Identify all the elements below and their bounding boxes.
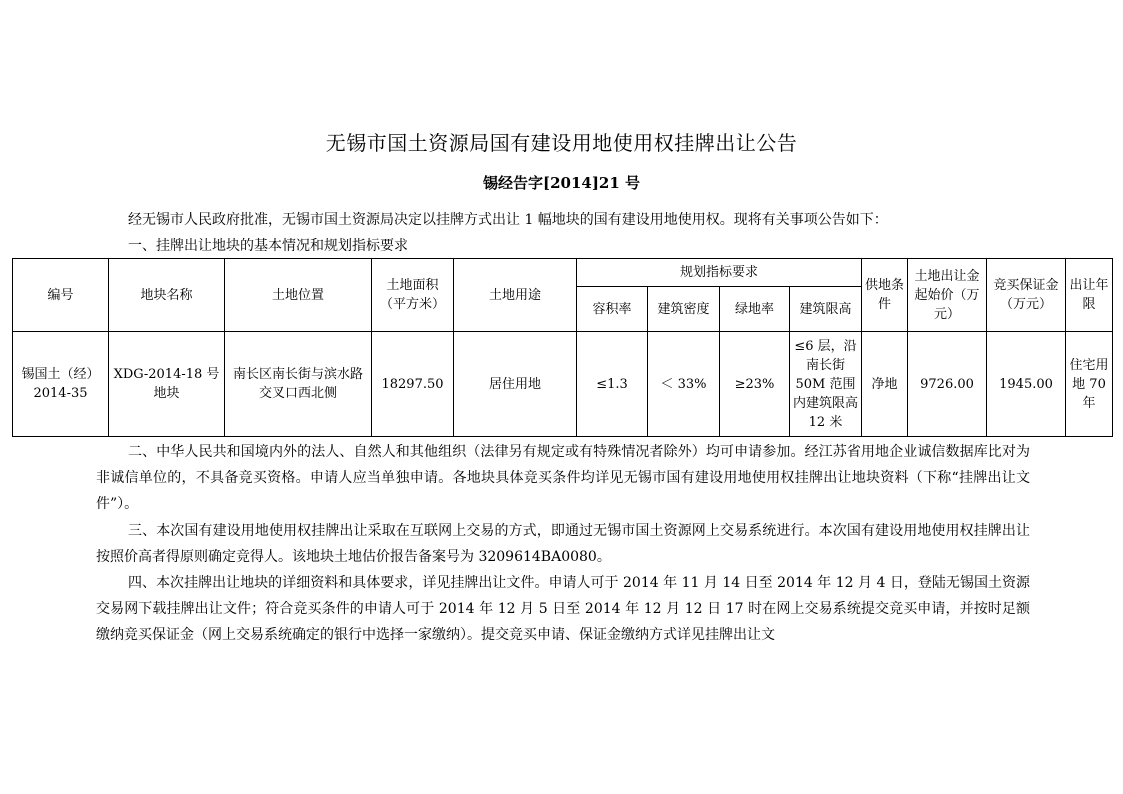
- section2-paragraph: 二、中华人民共和国境内外的法人、自然人和其他组织（法律另有规定或有特殊情况者除外）均可申请参加。经江苏省用地企业诚信数据库比对为非诚信单位的，不具备竞买资格。申请人应当单独申请。各地块具体竞买条件均详见无锡市国有建设用地使用权挂牌出让地块资料（下称“挂牌出让文件”）。: [96, 444, 1030, 512]
- cell-density: ＜ 33%: [648, 332, 720, 437]
- header-density: 建筑密度: [648, 287, 720, 332]
- cell-green: ≥23%: [720, 332, 790, 437]
- header-far: 容积率: [577, 287, 648, 332]
- header-planning: 规划指标要求: [577, 259, 862, 287]
- cell-deposit: 1945.00: [987, 332, 1066, 437]
- cell-location: 南长区南长街与滨水路交叉口西北侧: [225, 332, 372, 437]
- document-number: 锡经告字[2014]21 号: [482, 174, 641, 192]
- cell-height: ≤6 层，沿南长街 50M 范围内建筑限高 12 米: [790, 332, 862, 437]
- table-row: [13, 332, 1113, 437]
- header-term: 出让年限: [1066, 259, 1113, 332]
- cell-start-price: 9726.00: [908, 332, 987, 437]
- cell-area: 18297.50: [372, 332, 454, 437]
- page-title: 无锡市国土资源局国有建设用地使用权挂牌出让公告: [325, 131, 798, 155]
- header-green: 绿地率: [720, 287, 790, 332]
- cell-parcel-name: XDG-2014-18 号地块: [109, 332, 225, 437]
- header-parcel-name: 地块名称: [109, 259, 225, 332]
- header-location: 土地位置: [225, 259, 372, 332]
- section1-heading: 一、挂牌出让地块的基本情况和规划指标要求: [128, 238, 408, 254]
- cell-term: 住宅用地 70 年: [1066, 332, 1113, 437]
- header-deposit: 竞买保证金（万元）: [987, 259, 1066, 332]
- parcel-table: [12, 258, 1113, 437]
- cell-number: 锡国土（经）2014-35: [13, 332, 109, 437]
- header-number: 编号: [13, 259, 109, 332]
- header-usage: 土地用途: [454, 259, 577, 332]
- cell-far: ≤1.3: [577, 332, 648, 437]
- cell-supply: 净地: [862, 332, 908, 437]
- header-start-price: 土地出让金起始价（万元）: [908, 259, 987, 332]
- header-area: 土地面积（平方米）: [372, 259, 454, 332]
- cell-usage: 居住用地: [454, 332, 577, 437]
- section3-paragraph: 三、本次国有建设用地使用权挂牌出让采取在互联网上交易的方式，即通过无锡市国土资源网上交易系统进行。本次国有建设用地使用权挂牌出让按照价高者得原则确定竞得人。该地块土地估价报告备案号为 3209614BA0080。: [96, 523, 1030, 565]
- header-height: 建筑限高: [790, 287, 862, 332]
- section4-paragraph: 四、本次挂牌出让地块的详细资料和具体要求，详见挂牌出让文件。申请人可于 2014 年 11 月 14 日至 2014 年 12 月 4 日，登陆无锡国土资源交易网下载挂牌出让文件；符合竞买条件的申请人可于 2014 年 12 月 5 日至 2014 年 12 月 12 日 17 时在网上交易系统提交竞买申请，并按时足额缴纳竞买保证金（网上交易系统确定的银行中选择一家缴纳）。提交竞买申请、保证金缴纳方式详见挂牌出让文: [96, 575, 1030, 643]
- intro-paragraph: 经无锡市人民政府批准，无锡市国土资源局决定以挂牌方式出让 1 幅地块的国有建设用地使用权。现将有关事项公告如下：: [128, 212, 888, 228]
- header-supply: 供地条件: [862, 259, 908, 332]
